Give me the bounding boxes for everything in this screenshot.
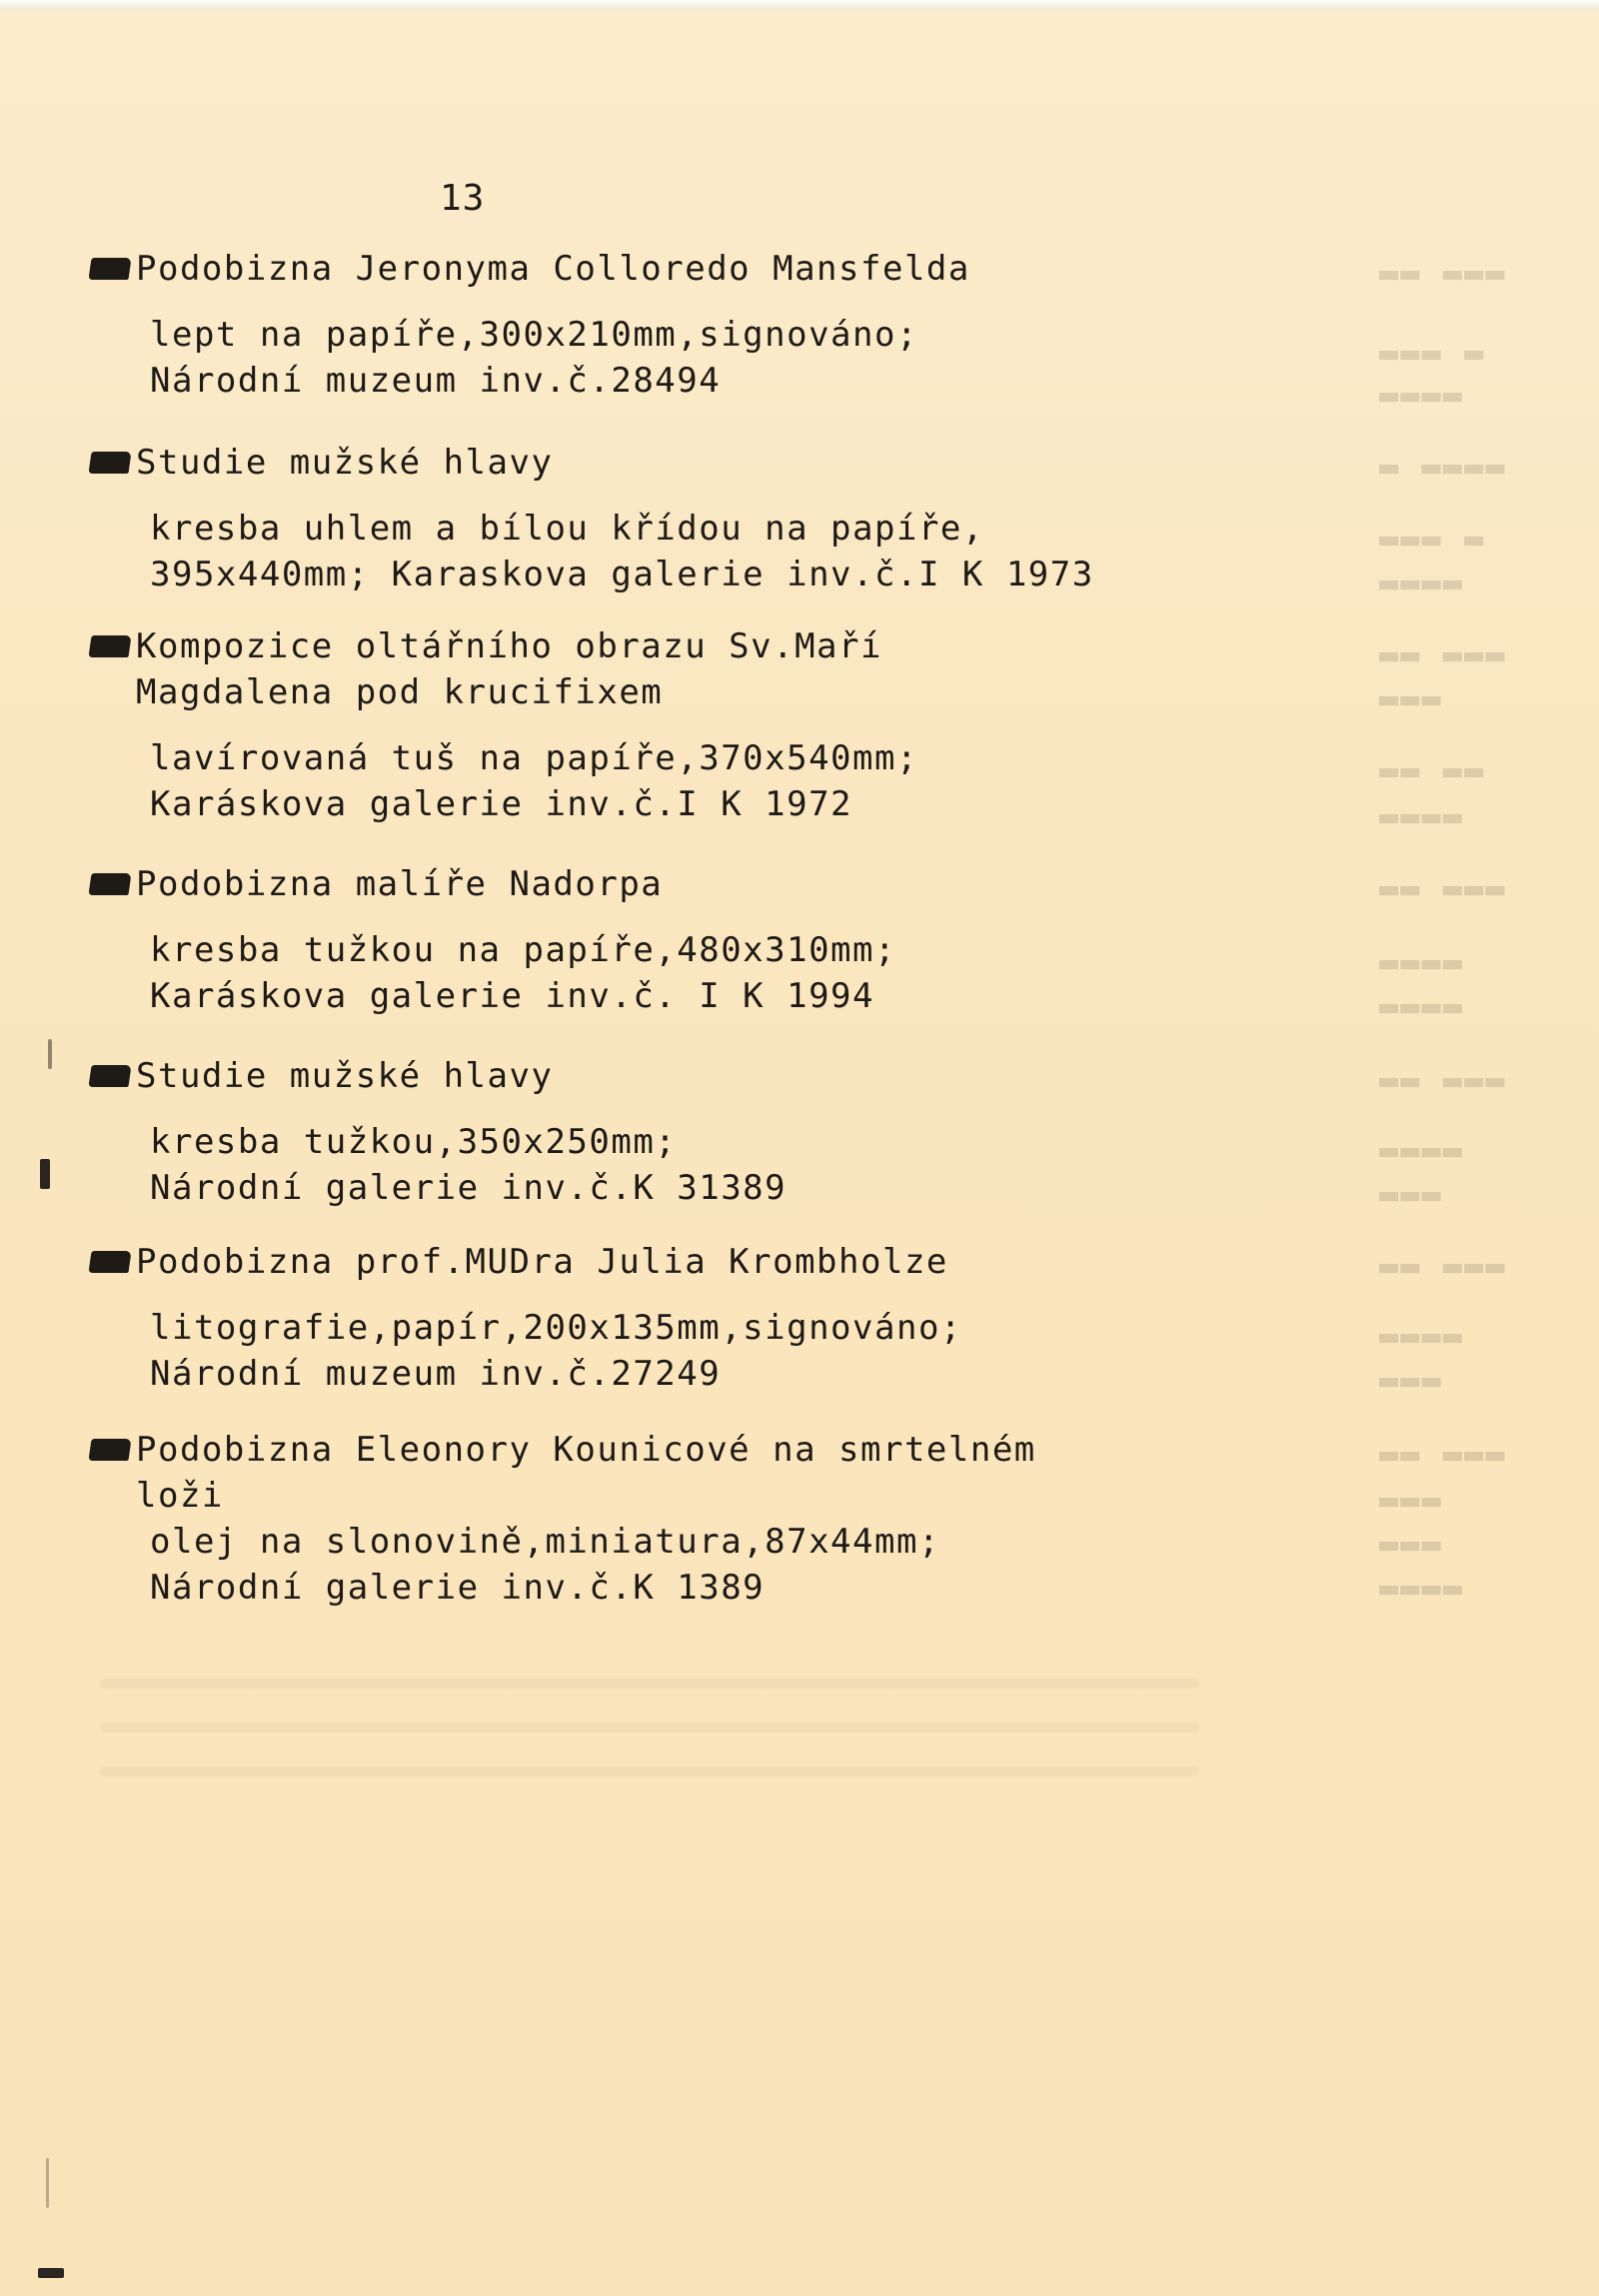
entry-detail-line: olej na slonovině,miniatura,87x44mm; (150, 1522, 940, 1562)
entry-detail-line: Národní galerie inv.č.K 31389 (150, 1168, 788, 1208)
margin-mark (40, 1159, 50, 1189)
entry-detail-line: litografie,papír,200x135mm,signováno; (150, 1308, 962, 1348)
margin-mark (48, 1039, 52, 1069)
entry-title: Studie mužské hlavy (136, 443, 554, 483)
bleed-through-mark: ▬▬▬▬ (1379, 1569, 1465, 1607)
entry-number-mark (88, 873, 131, 895)
catalog-entry (90, 1427, 1179, 1611)
bleed-through-mark: ▬▬▬ (1379, 1481, 1443, 1519)
entry-number-mark (88, 1065, 131, 1087)
bleed-through-mark: ▬▬ ▬▬▬ (1379, 635, 1507, 673)
bleed-through-mark: ▬▬▬ (1379, 1525, 1443, 1563)
bleed-through-mark: ▬▬ ▬▬▬ (1379, 1061, 1507, 1099)
catalog-entry (90, 440, 1179, 597)
bleed-through-mark: ▬▬▬ (1379, 1361, 1443, 1399)
entry-title: Podobizna Jeronyma Colloredo Mansfelda (136, 249, 970, 289)
entry-number-mark (88, 452, 131, 474)
bleed-through-band (100, 1679, 1199, 1689)
entry-detail-line: kresba tužkou,350x250mm; (150, 1122, 678, 1162)
page-number: 13 (440, 178, 486, 219)
bleed-through-mark: ▬▬▬▬ (1379, 943, 1465, 981)
margin-mark (38, 2268, 64, 2278)
entry-detail-line: kresba tužkou na papíře,480x310mm; (150, 930, 896, 970)
bleed-through-mark: ▬▬▬▬ (1379, 797, 1465, 835)
catalog-entry (90, 861, 1179, 1019)
entry-number-mark (88, 1251, 131, 1273)
bleed-through-mark: ▬▬ ▬▬▬ (1379, 1247, 1507, 1285)
catalog-entry (90, 1053, 1179, 1211)
margin-mark (46, 2158, 49, 2208)
entry-title: Podobizna malíře Nadorpa (136, 864, 664, 904)
entry-detail-line: lept na papíře,300x210mm,signováno; (150, 315, 918, 355)
entry-detail-line: Národní muzeum inv.č.28494 (150, 361, 722, 401)
bleed-through-mark: ▬▬▬ (1379, 1175, 1443, 1213)
entry-title: Podobizna Eleonory Kounicové na smrtelném loži (136, 1430, 1036, 1516)
bleed-through-mark: ▬▬▬ (1379, 679, 1443, 717)
entry-detail-line: Karáskova galerie inv.č.I K 1972 (150, 784, 853, 824)
entry-title: Podobizna prof.MUDra Julia Krombholze (136, 1242, 948, 1282)
catalog-entry (90, 1239, 1179, 1397)
bleed-through-mark: ▬▬ ▬▬▬ (1379, 1435, 1507, 1473)
entry-detail-line: lavírovaná tuš na papíře,370x540mm; (150, 738, 918, 778)
bleed-through-mark: ▬▬ ▬▬ (1379, 751, 1486, 789)
entry-number-mark (88, 258, 131, 280)
catalog-entry (90, 623, 1179, 827)
entry-title: Studie mužské hlavy (136, 1056, 554, 1096)
entry-detail-line: Národní muzeum inv.č.27249 (150, 1354, 722, 1394)
entry-detail-line: Karáskova galerie inv.č. I K 1994 (150, 976, 875, 1016)
bleed-through-mark: ▬▬▬▬ (1379, 376, 1465, 414)
catalog-entry (90, 246, 1179, 404)
bleed-through-band (100, 1722, 1199, 1732)
entry-title: Kompozice oltářního obrazu Sv.Maří Magdalena pod krucifixem (136, 626, 882, 712)
bleed-through-mark: ▬▬▬▬ (1379, 1131, 1465, 1169)
bleed-through-mark: ▬▬▬▬ (1379, 987, 1465, 1025)
bleed-through-mark: ▬ ▬▬▬▬ (1379, 448, 1507, 486)
entry-number-mark (88, 635, 131, 657)
bleed-through-band (100, 1766, 1199, 1776)
bleed-through-mark: ▬▬▬ ▬ (1379, 334, 1486, 372)
paper-edge (0, 0, 1599, 14)
bleed-through-mark: ▬▬ ▬▬▬ (1379, 869, 1507, 907)
entry-detail-line: 395x440mm; Karaskova galerie inv.č.I K 1973 (150, 555, 1094, 594)
entry-number-mark (88, 1439, 131, 1461)
entry-detail-line: Národní galerie inv.č.K 1389 (150, 1568, 766, 1608)
bleed-through-mark: ▬▬▬▬ (1379, 564, 1465, 601)
bleed-through-mark: ▬▬ ▬▬▬ (1379, 254, 1507, 292)
bleed-through-mark: ▬▬▬ ▬ (1379, 520, 1486, 558)
bleed-through-mark: ▬▬▬▬ (1379, 1317, 1465, 1355)
entry-detail-line: kresba uhlem a bílou křídou na papíře, (150, 509, 984, 549)
